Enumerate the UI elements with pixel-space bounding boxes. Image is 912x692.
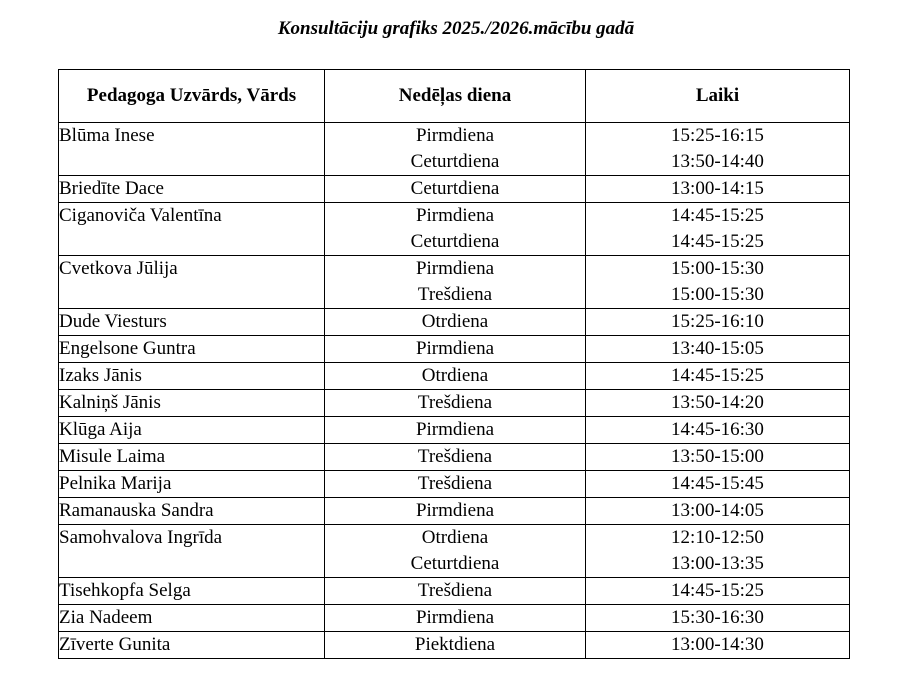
time-slot: 13:00-13:35 — [671, 553, 764, 574]
weekday-cell — [325, 336, 586, 363]
teacher-name: Blūma Inese — [59, 125, 155, 146]
teacher-name-cell — [59, 632, 325, 659]
time-slot-cell — [586, 605, 850, 632]
teacher-name: Tisehkopfa Selga — [59, 580, 191, 601]
teacher-name: Dude Viesturs — [59, 311, 167, 332]
time-slot: 15:25-16:15 — [671, 125, 764, 146]
table-row — [59, 498, 850, 525]
time-slot: 14:45-15:25 — [671, 580, 764, 601]
weekday: Trešdiena — [417, 473, 493, 494]
teacher-name: Zīverte Gunita — [59, 634, 171, 655]
time-slot-cell — [586, 123, 850, 176]
time-slot: 13:40-15:05 — [671, 338, 764, 359]
teacher-name-cell — [59, 578, 325, 605]
time-slot: 13:00-14:30 — [671, 634, 764, 655]
time-slot-cell — [586, 444, 850, 471]
time-slot-cell — [586, 471, 850, 498]
weekday: Trešdiena — [417, 392, 493, 413]
time-slot: 14:45-15:25 — [671, 365, 764, 386]
teacher-name: Briedīte Dace — [59, 178, 164, 199]
table-row — [59, 123, 850, 176]
time-slot-cell — [586, 498, 850, 525]
weekday-cell — [325, 525, 586, 578]
time-slot-cell — [586, 256, 850, 309]
table-header-row — [59, 70, 850, 123]
weekday-cell — [325, 203, 586, 256]
document-title: Konsultāciju grafiks 2025./2026.mācību gadā — [277, 18, 635, 39]
table-body — [59, 123, 850, 659]
weekday: Trešdiena — [417, 446, 493, 467]
time-slot-cell — [586, 578, 850, 605]
weekday: Pirmdiena — [415, 500, 495, 521]
teacher-name: Zia Nadeem — [59, 607, 153, 628]
time-slot-cell — [586, 390, 850, 417]
header-teacher-name: Pedagoga Uzvārds, Vārds — [59, 70, 325, 123]
teacher-name-cell — [59, 605, 325, 632]
time-slot: 13:00-14:05 — [671, 500, 764, 521]
weekday: Pirmdiena — [415, 125, 495, 146]
teacher-name-cell — [59, 444, 325, 471]
teacher-name: Izaks Jānis — [59, 365, 142, 386]
time-slot-cell — [586, 363, 850, 390]
time-slot: 13:50-14:40 — [671, 151, 764, 172]
time-slot: 12:10-12:50 — [671, 527, 764, 548]
teacher-name: Samohvalova Ingrīda — [59, 527, 223, 548]
teacher-name-cell — [59, 336, 325, 363]
time-slot-cell — [586, 525, 850, 578]
time-slot: 14:45-15:45 — [671, 473, 764, 494]
weekday: Ceturtdiena — [410, 231, 500, 252]
weekday-cell — [325, 578, 586, 605]
time-slot-cell — [586, 203, 850, 256]
table-row — [59, 417, 850, 444]
time-slot: 13:50-15:00 — [671, 446, 764, 467]
teacher-name: Misule Laima — [59, 446, 166, 467]
time-slot: 14:45-15:25 — [671, 205, 764, 226]
table-row — [59, 471, 850, 498]
weekday-cell — [325, 605, 586, 632]
header-weekday: Nedēļas diena — [325, 70, 586, 123]
table-row — [59, 605, 850, 632]
teacher-name: Pelnika Marija — [59, 473, 172, 494]
weekday: Pirmdiena — [415, 205, 495, 226]
weekday-cell — [325, 309, 586, 336]
table-row — [59, 525, 850, 578]
table-row — [59, 578, 850, 605]
teacher-name-cell — [59, 123, 325, 176]
time-slot-cell — [586, 417, 850, 444]
teacher-name: Ramanauska Sandra — [59, 500, 214, 521]
weekday-cell — [325, 417, 586, 444]
teacher-name-cell — [59, 417, 325, 444]
weekday: Piektdiena — [414, 634, 496, 655]
weekday-cell — [325, 256, 586, 309]
time-slot: 15:30-16:30 — [671, 607, 764, 628]
weekday-cell — [325, 363, 586, 390]
weekday: Ceturtdiena — [410, 178, 500, 199]
table-row — [59, 256, 850, 309]
weekday: Otrdiena — [421, 365, 489, 386]
table-row — [59, 309, 850, 336]
table-row — [59, 444, 850, 471]
teacher-name-cell — [59, 525, 325, 578]
weekday: Pirmdiena — [415, 338, 495, 359]
time-slot: 14:45-15:25 — [671, 231, 764, 252]
teacher-name-cell — [59, 471, 325, 498]
time-slot: 15:00-15:30 — [671, 284, 764, 305]
weekday-cell — [325, 176, 586, 203]
weekday: Ceturtdiena — [410, 151, 500, 172]
table-row — [59, 203, 850, 256]
weekday: Otrdiena — [421, 527, 489, 548]
table-row — [59, 363, 850, 390]
weekday-cell — [325, 498, 586, 525]
weekday: Ceturtdiena — [410, 553, 500, 574]
weekday-cell — [325, 123, 586, 176]
teacher-name: Kalniņš Jānis — [59, 392, 161, 413]
time-slot: 13:50-14:20 — [671, 392, 764, 413]
time-slot-cell — [586, 176, 850, 203]
time-slot: 15:00-15:30 — [671, 258, 764, 279]
consultation-schedule-table — [58, 69, 850, 659]
time-slot-cell — [586, 336, 850, 363]
teacher-name-cell — [59, 256, 325, 309]
weekday: Otrdiena — [421, 311, 489, 332]
time-slot: 14:45-16:30 — [671, 419, 764, 440]
teacher-name: Engelsone Guntra — [59, 338, 196, 359]
weekday: Pirmdiena — [415, 258, 495, 279]
teacher-name-cell — [59, 176, 325, 203]
teacher-name: Ciganoviča Valentīna — [59, 205, 222, 226]
weekday-cell — [325, 444, 586, 471]
header-times: Laiki — [586, 70, 850, 123]
teacher-name: Cvetkova Jūlija — [59, 258, 178, 279]
teacher-name: Klūga Aija — [59, 419, 142, 440]
weekday: Trešdiena — [417, 284, 493, 305]
time-slot: 15:25-16:10 — [671, 311, 764, 332]
table-row — [59, 390, 850, 417]
time-slot: 13:00-14:15 — [671, 178, 764, 199]
weekday-cell — [325, 632, 586, 659]
weekday: Pirmdiena — [415, 419, 495, 440]
table-row — [59, 336, 850, 363]
time-slot-cell — [586, 632, 850, 659]
teacher-name-cell — [59, 203, 325, 256]
weekday-cell — [325, 390, 586, 417]
weekday-cell — [325, 471, 586, 498]
teacher-name-cell — [59, 498, 325, 525]
teacher-name-cell — [59, 309, 325, 336]
time-slot-cell — [586, 309, 850, 336]
table-row — [59, 176, 850, 203]
weekday: Trešdiena — [417, 580, 493, 601]
teacher-name-cell — [59, 390, 325, 417]
table-row — [59, 632, 850, 659]
teacher-name-cell — [59, 363, 325, 390]
weekday: Pirmdiena — [415, 607, 495, 628]
